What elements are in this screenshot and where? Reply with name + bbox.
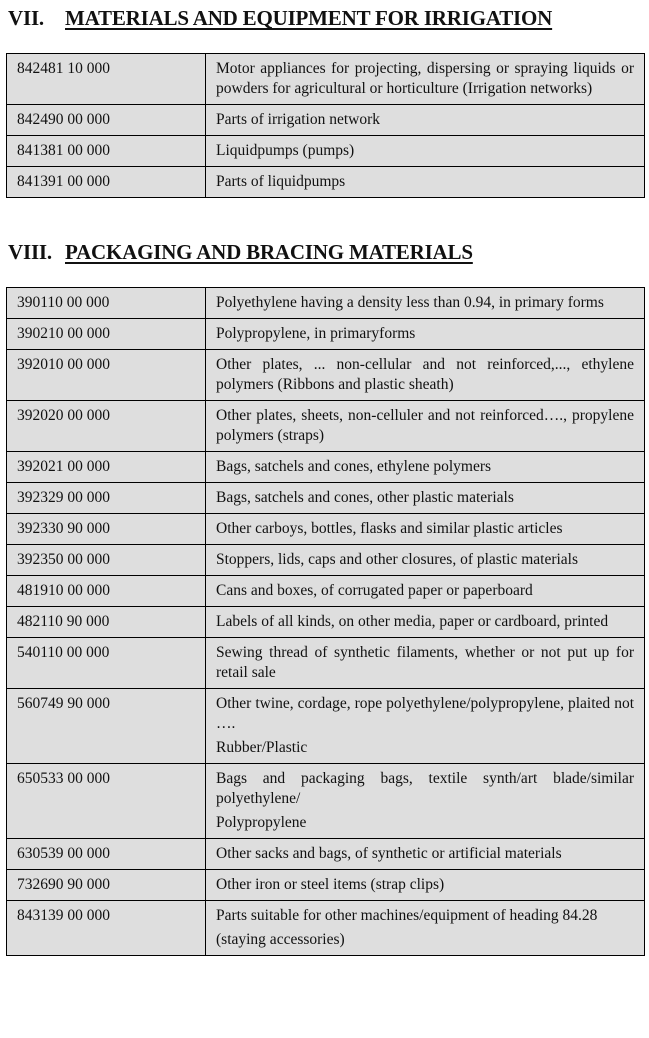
- table-row: [7, 136, 645, 167]
- hs-code-cell: 732690 90 000: [7, 870, 206, 901]
- description-text: Sewing thread of synthetic filaments, whether or not put up for retail sale: [216, 644, 634, 681]
- table-row: [7, 54, 645, 105]
- description-cell: [206, 452, 645, 483]
- table-body: [7, 288, 645, 956]
- description-subtext: Rubber/Plastic: [216, 739, 308, 756]
- table-row: [7, 319, 645, 350]
- description-text: Polypropylene, in primaryforms: [216, 325, 416, 342]
- section-heading-viii: [8, 240, 473, 265]
- table-row: [7, 638, 645, 689]
- table-body: [7, 54, 645, 198]
- hs-code-cell: 843139 00 000: [7, 901, 206, 956]
- hs-code-cell: 392021 00 000: [7, 452, 206, 483]
- description-cell: [206, 607, 645, 638]
- description-text: Other carboys, bottles, flasks and similar plastic articles: [216, 520, 563, 537]
- table-row: [7, 167, 645, 198]
- table-row: [7, 288, 645, 319]
- description-cell: [206, 839, 645, 870]
- table-row: [7, 545, 645, 576]
- description-cell: [206, 870, 645, 901]
- description-text: Bags, satchels and cones, other plastic materials: [216, 489, 514, 506]
- description-text: Polyethylene having a density less than 0.94, in primary forms: [216, 294, 604, 311]
- hs-code-cell: 392350 00 000: [7, 545, 206, 576]
- description-cell: [206, 901, 645, 956]
- table-row: [7, 689, 645, 764]
- description-cell: [206, 689, 645, 764]
- hs-code-cell: 841391 00 000: [7, 167, 206, 198]
- table-row: [7, 452, 645, 483]
- table-row: [7, 764, 645, 839]
- section-title: PACKAGING AND BRACING MATERIALS: [65, 240, 473, 264]
- description-cell: [206, 401, 645, 452]
- section-number: VII.: [8, 6, 44, 30]
- table-row: [7, 105, 645, 136]
- description-text: Other twine, cordage, rope polyethylene/polypropylene, plaited not ….: [216, 695, 634, 732]
- description-text: Parts of irrigation network: [216, 111, 381, 128]
- description-text: Bags, satchels and cones, ethylene polymers: [216, 458, 492, 475]
- description-cell: [206, 54, 645, 105]
- table-row: [7, 576, 645, 607]
- description-text: Other iron or steel items (strap clips): [216, 876, 445, 893]
- table-row: [7, 607, 645, 638]
- description-cell: [206, 764, 645, 839]
- description-text: Parts suitable for other machines/equipment of heading 84.28: [216, 907, 598, 924]
- hs-code-cell: 560749 90 000: [7, 689, 206, 764]
- hs-code-cell: 392329 00 000: [7, 483, 206, 514]
- section-heading-vii: [8, 6, 552, 31]
- description-cell: [206, 638, 645, 689]
- hs-code-cell: 392330 90 000: [7, 514, 206, 545]
- hs-code-cell: 390110 00 000: [7, 288, 206, 319]
- description-cell: [206, 350, 645, 401]
- description-text: Bags and packaging bags, textile synth/art blade/similar polyethylene/: [216, 770, 634, 807]
- description-cell: [206, 483, 645, 514]
- description-text: Motor appliances for projecting, dispersing or spraying liquids or powders for agricultural or horticulture (Irrigation networks): [216, 60, 634, 97]
- tariff-table-packaging: [6, 287, 645, 956]
- description-text: Parts of liquidpumps: [216, 173, 346, 190]
- description-cell: [206, 288, 645, 319]
- hs-code-cell: 650533 00 000: [7, 764, 206, 839]
- hs-code-cell: 630539 00 000: [7, 839, 206, 870]
- description-cell: [206, 514, 645, 545]
- hs-code-cell: 390210 00 000: [7, 319, 206, 350]
- description-text: Other sacks and bags, of synthetic or artificial materials: [216, 845, 562, 862]
- hs-code-cell: 481910 00 000: [7, 576, 206, 607]
- hs-code-cell: 841381 00 000: [7, 136, 206, 167]
- description-cell: [206, 545, 645, 576]
- section-title: MATERIALS AND EQUIPMENT FOR IRRIGATION: [65, 6, 553, 30]
- table-row: [7, 839, 645, 870]
- table-row: [7, 901, 645, 956]
- description-text: Other plates, ... non-cellular and not reinforced,..., ethylene polymers (Ribbons and plastic sheath): [216, 356, 634, 393]
- tariff-table-irrigation: [6, 53, 645, 198]
- description-cell: [206, 136, 645, 167]
- hs-code-cell: 540110 00 000: [7, 638, 206, 689]
- description-subtext: (staying accessories): [216, 931, 345, 948]
- hs-code-cell: 482110 90 000: [7, 607, 206, 638]
- table-row: [7, 870, 645, 901]
- table-row: [7, 483, 645, 514]
- description-subtext: Polypropylene: [216, 814, 307, 831]
- hs-code-cell: 842481 10 000: [7, 54, 206, 105]
- description-text: Cans and boxes, of corrugated paper or paperboard: [216, 582, 533, 599]
- hs-code-cell: 392010 00 000: [7, 350, 206, 401]
- description-cell: [206, 105, 645, 136]
- table-row: [7, 350, 645, 401]
- description-text: Stoppers, lids, caps and other closures, of plastic materials: [216, 551, 579, 568]
- description-cell: [206, 167, 645, 198]
- hs-code-cell: 392020 00 000: [7, 401, 206, 452]
- description-text: Liquidpumps (pumps): [216, 142, 355, 159]
- description-cell: [206, 319, 645, 350]
- description-text: Other plates, sheets, non-celluler and not reinforced…., propylene polymers (straps): [216, 407, 634, 444]
- description-cell: [206, 576, 645, 607]
- description-text: Labels of all kinds, on other media, paper or cardboard, printed: [216, 613, 609, 630]
- table-row: [7, 401, 645, 452]
- hs-code-cell: 842490 00 000: [7, 105, 206, 136]
- section-number: VIII.: [8, 240, 52, 264]
- table-row: [7, 514, 645, 545]
